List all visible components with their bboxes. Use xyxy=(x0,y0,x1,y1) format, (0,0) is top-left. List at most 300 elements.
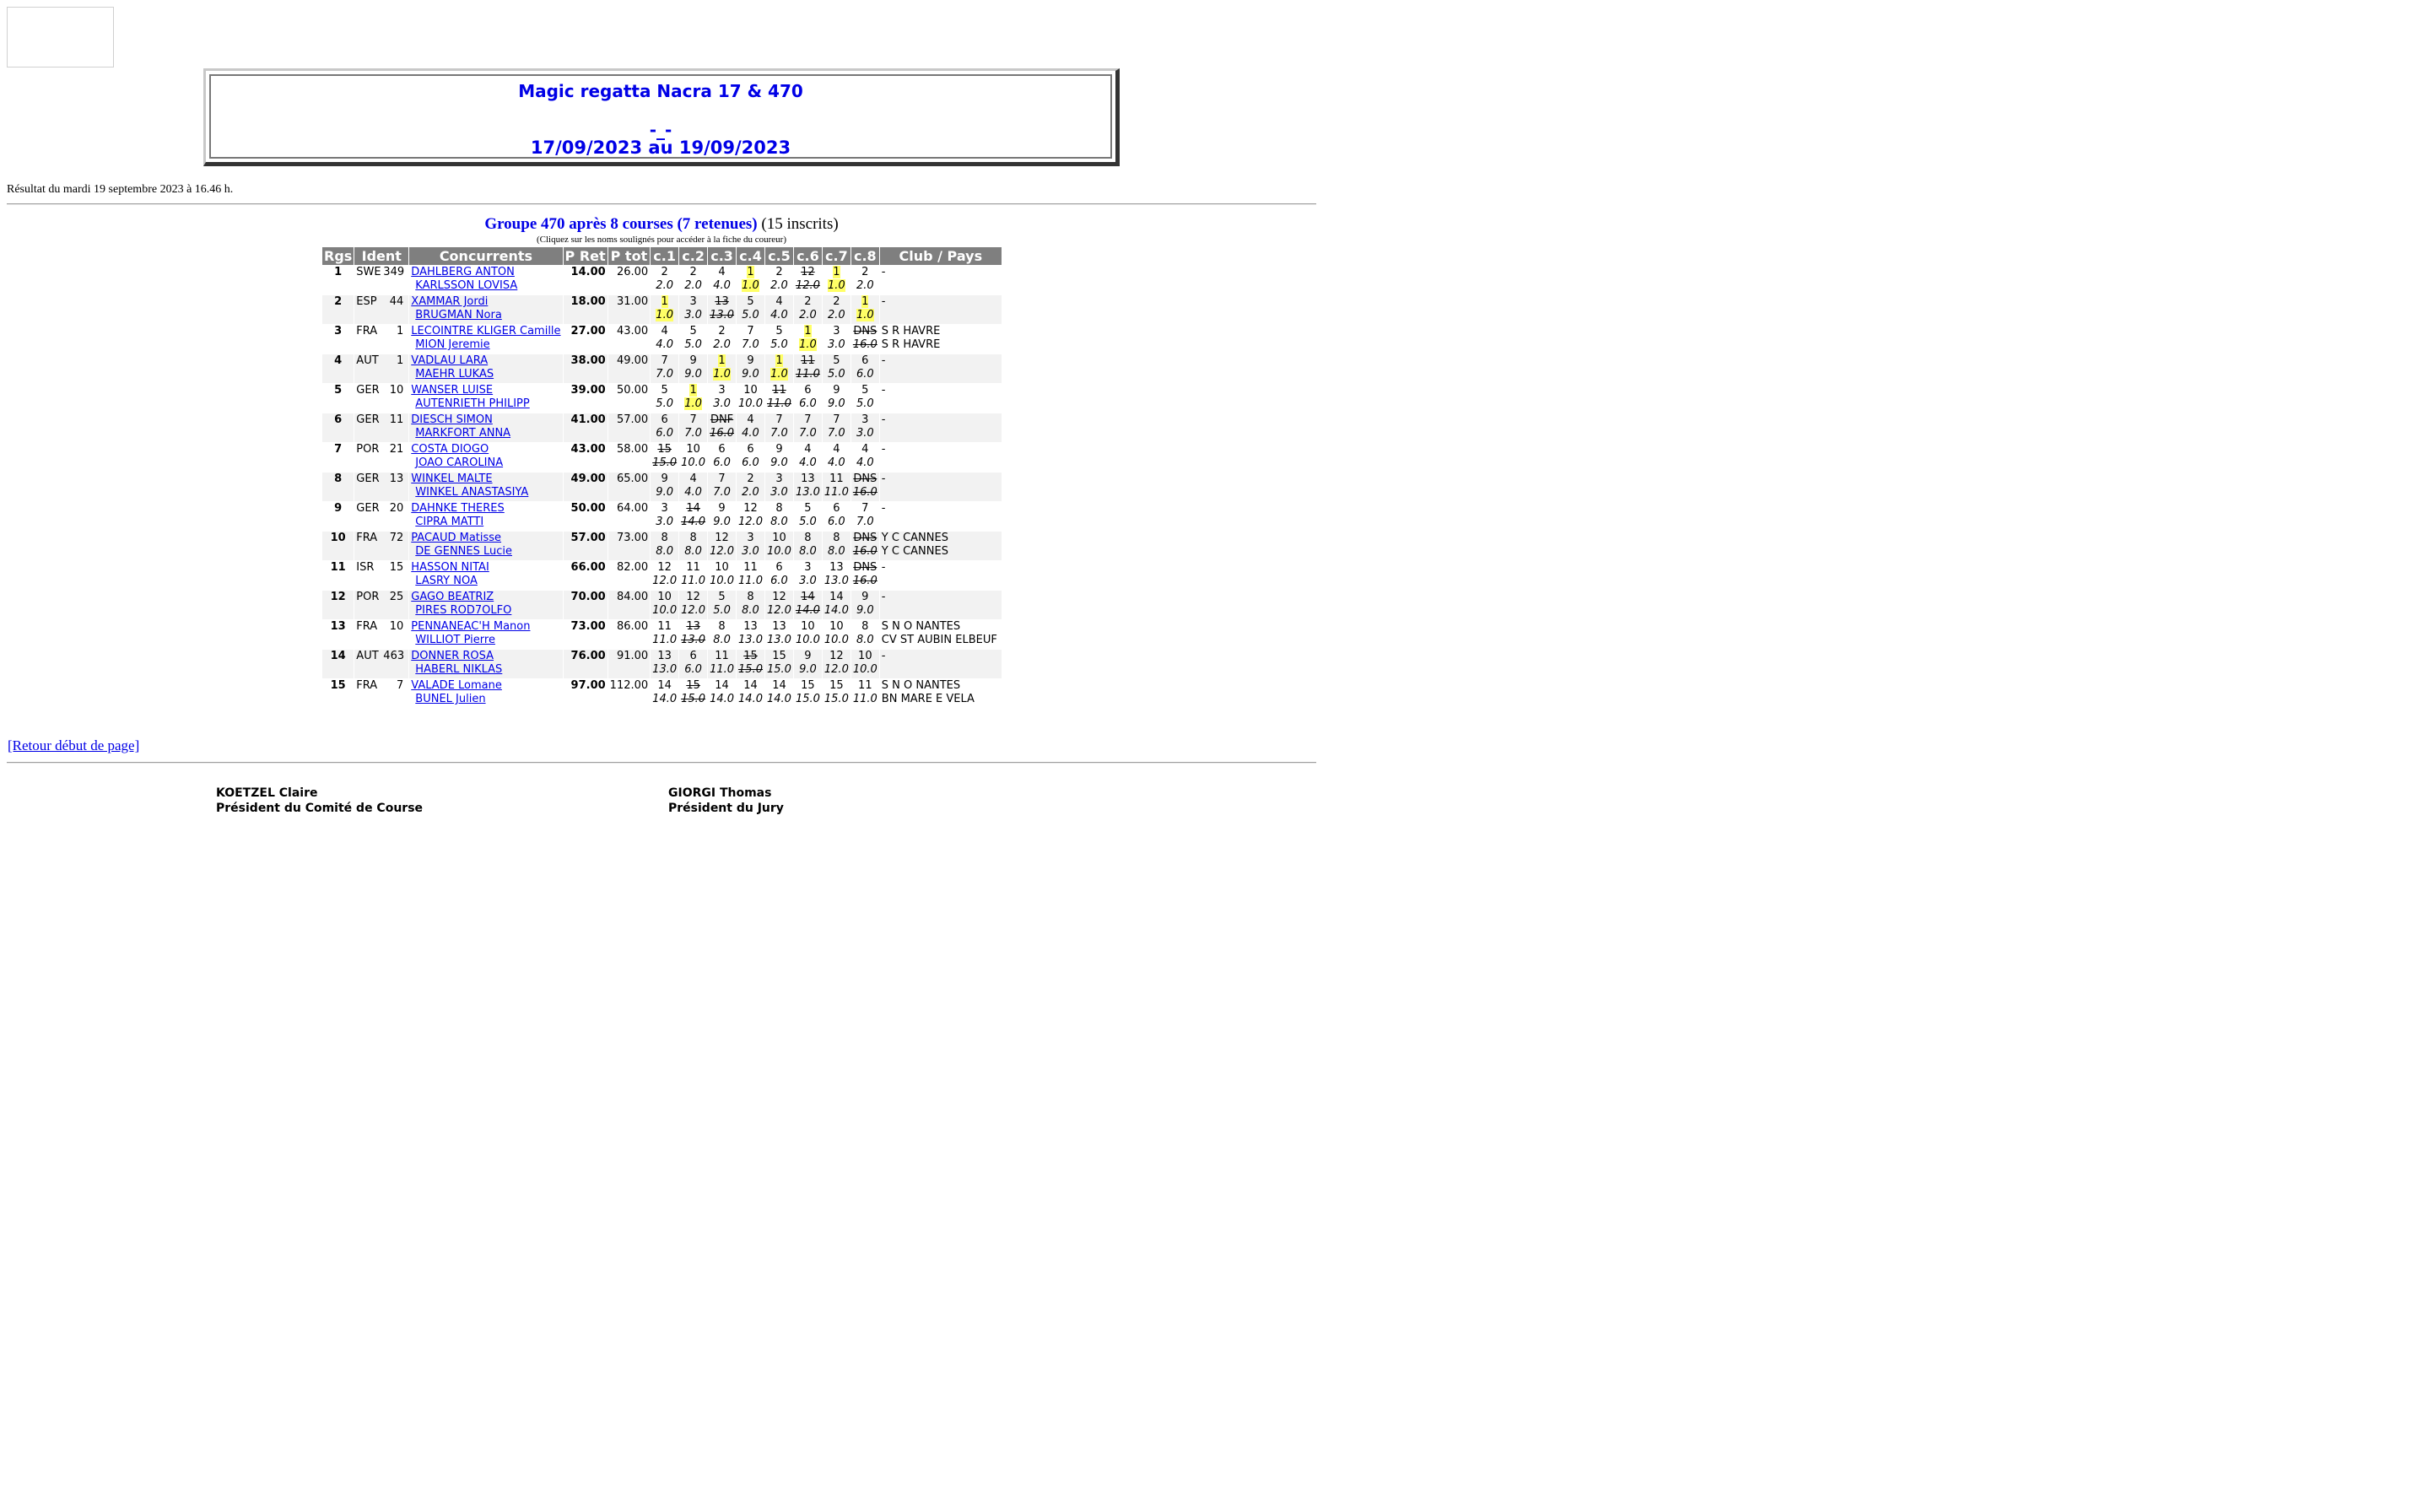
helm-name-link[interactable]: PACAUD Matisse xyxy=(411,532,502,544)
race-cell xyxy=(679,413,707,442)
race-cell xyxy=(823,532,850,560)
race-cell xyxy=(708,650,736,678)
net-points-cell: 57.00 xyxy=(564,532,608,560)
club-crew: - xyxy=(881,413,886,426)
race-cell xyxy=(679,591,707,619)
race-points: 11.0 xyxy=(738,575,763,587)
net-points-cell: 49.00 xyxy=(564,472,608,501)
race-cell xyxy=(737,295,764,324)
crew-name-link[interactable]: PIRES ROD7OLFO xyxy=(415,604,512,617)
signature-role: Président du Jury xyxy=(668,802,784,815)
race-points: 3.0 xyxy=(684,309,702,321)
race-cell xyxy=(679,354,707,383)
race-cell xyxy=(651,413,678,442)
race-place: 3 xyxy=(861,413,869,426)
race-cell xyxy=(794,532,822,560)
net-points-cell: 41.00 xyxy=(564,413,608,442)
helm-name-link[interactable]: VADLAU LARA xyxy=(411,354,489,367)
ident-cell xyxy=(354,413,408,442)
helm-name-link[interactable]: LECOINTRE KLIGER Camille xyxy=(411,325,561,338)
race-points: 8.0 xyxy=(742,604,759,617)
total-points-cell: 58.00 xyxy=(616,443,649,456)
race-cell xyxy=(765,650,793,678)
race-points: 6.0 xyxy=(713,456,731,469)
race-points: 2.0 xyxy=(713,338,731,351)
race-place: 6 xyxy=(689,650,697,662)
race-cell xyxy=(708,325,736,354)
helm-name-link[interactable]: XAMMAR Jordi xyxy=(411,295,489,308)
table-row xyxy=(322,354,1002,383)
race-cell xyxy=(765,591,793,619)
race-cell xyxy=(708,384,736,413)
crew-name-link[interactable]: KARLSSON LOVISA xyxy=(415,279,518,292)
race-place: 3 xyxy=(775,472,783,485)
sail-number: 10 xyxy=(389,620,404,633)
race-points: 3.0 xyxy=(742,545,759,558)
race-points: 6.0 xyxy=(799,397,817,410)
race-place: 7 xyxy=(661,354,668,367)
net-points-cell: 27.00 xyxy=(570,325,606,338)
sail-number: 15 xyxy=(389,561,404,574)
sail-number: 10 xyxy=(389,384,404,397)
signature-role: Président du Comité de Course xyxy=(216,802,424,815)
race-points: 14.0 xyxy=(710,693,735,705)
race-cell xyxy=(651,472,678,501)
crew-name-link[interactable]: AUTENRIETH PHILIPP xyxy=(415,397,530,410)
race-cell xyxy=(679,443,707,472)
ident-cell xyxy=(354,384,408,413)
race-place: 9 xyxy=(861,591,869,603)
race-place: 6 xyxy=(747,443,754,456)
race-cell xyxy=(794,325,822,354)
race-cell xyxy=(679,295,707,324)
race-cell xyxy=(679,532,707,560)
helm-name-link[interactable]: PENNANEAC'H Manon xyxy=(411,620,531,633)
race-points: 4.0 xyxy=(656,338,673,351)
race-place: 13 xyxy=(829,561,844,574)
race-cell xyxy=(794,679,822,708)
sail-number: 20 xyxy=(389,502,404,515)
race-place: 5 xyxy=(804,502,812,515)
sail-number: 72 xyxy=(389,532,404,544)
crew-name-link[interactable]: BUNEL Julien xyxy=(415,693,486,705)
race-points: 10.0 xyxy=(738,397,763,410)
race-cell xyxy=(708,532,736,560)
race-cell xyxy=(679,561,707,590)
race-place: 8 xyxy=(804,532,812,544)
race-place: 2 xyxy=(689,266,697,278)
rank-cell: 6 xyxy=(322,413,354,442)
column-header: Club / Pays xyxy=(880,247,1002,265)
helm-name-link[interactable]: GAGO BEATRIZ xyxy=(411,591,494,603)
race-place: 15 xyxy=(743,650,758,662)
race-points: 5.0 xyxy=(799,516,817,528)
race-points: 5.0 xyxy=(684,338,702,351)
race-place: 10 xyxy=(858,650,872,662)
total-points-cell: 57.00 xyxy=(608,413,651,442)
nation-code: GER xyxy=(356,384,380,397)
rank-cell: 15 xyxy=(330,679,346,692)
club-cell xyxy=(880,620,1002,649)
race-place: 10 xyxy=(715,561,729,574)
race-points: 2.0 xyxy=(742,486,759,499)
competitors-cell xyxy=(409,620,562,649)
race-points: 2.0 xyxy=(656,279,673,292)
race-points: 5.0 xyxy=(713,604,731,617)
race-cell xyxy=(679,502,707,531)
race-cell xyxy=(679,620,707,649)
club-crew: - xyxy=(881,650,886,662)
race-cell xyxy=(737,502,764,531)
race-cell xyxy=(765,413,793,442)
table-row xyxy=(322,591,1002,619)
rank-cell: 11 xyxy=(330,561,346,574)
race-place: 7 xyxy=(804,413,812,426)
race-place: 1 xyxy=(861,295,869,308)
race-points: 15.0 xyxy=(738,663,763,676)
race-points: 1.0 xyxy=(856,309,874,321)
race-points: 14.0 xyxy=(766,693,791,705)
group-title-main: Groupe 470 après 8 courses (7 retenues) xyxy=(484,215,758,233)
race-place: 10 xyxy=(829,620,844,633)
club-crew: Y C CANNES xyxy=(881,545,948,558)
column-header: c.2 xyxy=(679,247,707,265)
race-points: 16.0 xyxy=(710,427,735,440)
race-place: 10 xyxy=(772,532,786,544)
race-points: 15.0 xyxy=(795,693,820,705)
race-place: 10 xyxy=(743,384,758,397)
race-cell xyxy=(765,620,793,649)
helm-name-link[interactable]: HASSON NITAI xyxy=(411,561,489,574)
race-place: 14 xyxy=(715,679,729,692)
race-place: 12 xyxy=(715,532,729,544)
net-points-cell: 50.00 xyxy=(570,502,606,515)
club-crew: - xyxy=(881,591,886,603)
column-header: c.6 xyxy=(794,247,822,265)
table-row xyxy=(322,413,1002,442)
total-points-cell: 31.00 xyxy=(608,295,651,324)
helm-name-link[interactable]: WINKEL MALTE xyxy=(411,472,493,485)
race-points: 9.0 xyxy=(770,456,788,469)
club-cell xyxy=(880,502,1002,531)
sail-number: 7 xyxy=(397,679,404,692)
helm-name-link[interactable]: VALADE Lomane xyxy=(411,679,502,692)
race-place: 2 xyxy=(804,295,812,308)
divider-bottom xyxy=(7,762,1316,764)
race-cell xyxy=(651,532,678,560)
race-cell xyxy=(679,650,707,678)
total-points-cell: 73.00 xyxy=(608,532,651,560)
helm-name-link[interactable]: DAHNKE THERES xyxy=(411,502,505,515)
race-cell xyxy=(765,532,793,560)
nation-code: FRA xyxy=(356,325,378,338)
race-points: 4.0 xyxy=(713,279,731,292)
club-crew: - xyxy=(881,472,886,485)
rank-cell: 1 xyxy=(334,266,343,278)
race-place: 3 xyxy=(804,561,812,574)
race-points: 7.0 xyxy=(856,516,874,528)
crew-name-link[interactable]: LASRY NOA xyxy=(415,575,478,587)
race-cell xyxy=(765,561,793,590)
race-cell xyxy=(851,591,879,619)
table-row xyxy=(322,502,1002,531)
race-cell xyxy=(708,413,736,442)
race-points: 9.0 xyxy=(856,604,874,617)
race-place: 1 xyxy=(689,384,697,397)
race-place: 4 xyxy=(718,266,726,278)
race-place: DNF xyxy=(710,413,734,426)
crew-name-link[interactable]: CIPRA MATTI xyxy=(415,516,484,528)
signature-name: KOETZEL Claire xyxy=(216,786,318,800)
club-cell xyxy=(880,532,1002,560)
crew-name-link[interactable]: MION Jeremie xyxy=(415,338,490,351)
club-crew: CV ST AUBIN ELBEUF xyxy=(881,634,997,646)
race-place: 4 xyxy=(747,413,754,426)
total-points-cell: 84.00 xyxy=(608,591,651,619)
helm-name-link[interactable]: COSTA DIOGO xyxy=(411,443,489,456)
race-place: 2 xyxy=(775,266,783,278)
race-place: 3 xyxy=(747,532,754,544)
race-points: 14.0 xyxy=(795,604,820,617)
competitors-cell xyxy=(409,561,562,590)
race-cell xyxy=(651,443,678,472)
race-cell xyxy=(794,266,822,294)
net-points-cell: 97.00 xyxy=(570,679,606,692)
race-points: 7.0 xyxy=(828,427,845,440)
competitors-cell xyxy=(409,679,562,708)
back-to-top-link[interactable]: [Retour début de page] xyxy=(8,737,140,753)
race-cell xyxy=(823,325,850,354)
group-note: (Cliquez sur les noms soulignés pour accéder à la fiche du coureur) xyxy=(537,235,786,245)
club-cell xyxy=(880,561,1002,590)
race-place: 2 xyxy=(833,295,840,308)
race-points: 6.0 xyxy=(684,663,702,676)
club-crew: - xyxy=(881,354,886,367)
race-points: 14.0 xyxy=(652,693,678,705)
race-place: 1 xyxy=(833,266,840,278)
race-place: 8 xyxy=(718,620,726,633)
race-cell xyxy=(651,266,678,294)
total-points-cell: 49.00 xyxy=(608,354,651,383)
race-points: 8.0 xyxy=(828,545,845,558)
race-cell xyxy=(794,295,822,324)
race-cell xyxy=(737,591,764,619)
race-place: 8 xyxy=(661,532,668,544)
race-place: 3 xyxy=(718,384,726,397)
crew-name-link[interactable]: MAEHR LUKAS xyxy=(415,368,494,381)
club-crew: - xyxy=(881,502,886,515)
race-place: 6 xyxy=(718,443,726,456)
race-points: 16.0 xyxy=(852,486,878,499)
club-cell xyxy=(880,443,1002,472)
race-place: 4 xyxy=(689,472,697,485)
race-place: DNS xyxy=(853,532,878,544)
race-place: 14 xyxy=(743,679,758,692)
competitors-cell xyxy=(409,650,562,678)
ident-cell xyxy=(354,325,408,354)
total-points-cell: 64.00 xyxy=(616,502,649,515)
race-points: 13.0 xyxy=(681,634,706,646)
sail-number: 25 xyxy=(389,591,404,603)
ident-cell xyxy=(354,650,408,678)
table-row xyxy=(322,384,1002,413)
race-cell xyxy=(765,266,793,294)
race-cell xyxy=(737,532,764,560)
race-cell xyxy=(765,354,793,383)
column-header: Ident xyxy=(354,247,408,265)
race-place: 9 xyxy=(689,354,697,367)
race-points: 12.0 xyxy=(681,604,706,617)
race-place: 13 xyxy=(715,295,729,308)
club-crew: - xyxy=(881,561,886,574)
race-cell xyxy=(651,591,678,619)
nation-code: GER xyxy=(356,413,380,426)
helm-name-link[interactable]: DIESCH SIMON xyxy=(411,413,493,426)
race-place: 15 xyxy=(801,679,815,692)
competitors-cell xyxy=(409,472,562,501)
event-dates: 17/09/2023 au 19/09/2023 xyxy=(530,138,791,158)
race-points: 3.0 xyxy=(713,397,731,410)
race-cell xyxy=(708,295,736,324)
column-header: c.3 xyxy=(708,247,736,265)
helm-name-link[interactable]: DONNER ROSA xyxy=(411,650,494,662)
ident-cell xyxy=(354,472,408,501)
event-title: Magic regatta Nacra 17 & 470 xyxy=(518,81,803,101)
divider-top xyxy=(7,203,1316,205)
club-helm: Y C CANNES xyxy=(881,532,948,544)
table-row xyxy=(322,679,1002,708)
crew-name-link[interactable]: JOAO CAROLINA xyxy=(415,456,504,469)
crew-name-link[interactable]: BRUGMAN Nora xyxy=(415,309,502,321)
crew-name-link[interactable]: HABERL NIKLAS xyxy=(415,663,503,676)
race-cell xyxy=(851,443,879,472)
race-place: 11 xyxy=(772,384,786,397)
race-cell xyxy=(851,384,879,413)
ident-cell xyxy=(354,502,408,531)
total-points-cell: 43.00 xyxy=(616,325,649,338)
race-points: 13.0 xyxy=(795,486,820,499)
race-place: 12 xyxy=(829,650,844,662)
race-cell xyxy=(851,472,879,501)
race-cell xyxy=(679,325,707,354)
race-place: 7 xyxy=(833,413,840,426)
race-place: 11 xyxy=(657,620,672,633)
race-cell xyxy=(794,650,822,678)
results-body xyxy=(322,266,1002,708)
race-place: 15 xyxy=(686,679,700,692)
table-row xyxy=(322,620,1002,649)
results-header-row xyxy=(322,247,1002,265)
column-header: Concurrents xyxy=(409,247,562,265)
race-points: 11.0 xyxy=(652,634,678,646)
race-cell xyxy=(708,502,736,531)
race-points: 10.0 xyxy=(681,456,706,469)
logo-placeholder xyxy=(7,7,114,68)
race-points: 1.0 xyxy=(713,368,731,381)
competitors-cell xyxy=(409,443,562,472)
race-cell xyxy=(794,413,822,442)
race-points: 2.0 xyxy=(828,309,845,321)
crew-name-link[interactable]: WILLIOT Pierre xyxy=(415,634,495,646)
race-place: 15 xyxy=(829,679,844,692)
race-place: 7 xyxy=(775,413,783,426)
event-title-box xyxy=(209,74,1112,159)
race-place: 6 xyxy=(833,502,840,515)
nation-code: AUT xyxy=(356,354,379,367)
race-points: 7.0 xyxy=(713,486,731,499)
race-cell xyxy=(823,650,850,678)
race-place: 5 xyxy=(661,384,668,397)
race-points: 2.0 xyxy=(684,279,702,292)
net-points-cell: 18.00 xyxy=(564,295,608,324)
race-place: 13 xyxy=(686,620,700,633)
race-place: 15 xyxy=(772,650,786,662)
race-place: 11 xyxy=(743,561,758,574)
race-place: 8 xyxy=(775,502,783,515)
rank-cell: 12 xyxy=(322,591,354,619)
race-cell xyxy=(823,384,850,413)
nation-code: FRA xyxy=(356,620,378,633)
net-points-cell: 76.00 xyxy=(564,650,608,678)
race-cell xyxy=(823,354,850,383)
race-points: 10.0 xyxy=(652,604,678,617)
helm-name-link[interactable]: WANSER LUISE xyxy=(411,384,494,397)
club-cell xyxy=(880,413,1002,442)
nation-code: FRA xyxy=(356,532,378,544)
club-cell xyxy=(880,266,1002,294)
race-place: 8 xyxy=(689,532,697,544)
race-place: 11 xyxy=(715,650,729,662)
race-cell xyxy=(651,295,678,324)
total-points-cell: 50.00 xyxy=(616,384,649,397)
ident-cell xyxy=(354,443,408,472)
results-table xyxy=(321,246,1002,709)
helm-name-link[interactable]: DAHLBERG ANTON xyxy=(411,266,515,278)
crew-name-link[interactable]: MARKFORT ANNA xyxy=(415,427,511,440)
ident-cell xyxy=(354,295,408,324)
group-title-count: (15 inscrits) xyxy=(757,215,839,233)
race-place: 15 xyxy=(657,443,672,456)
race-points: 11.0 xyxy=(681,575,706,587)
race-points: 14.0 xyxy=(824,604,849,617)
nation-code: SWE xyxy=(356,266,381,278)
rank-cell: 10 xyxy=(322,532,354,560)
race-cell xyxy=(708,472,736,501)
club-cell xyxy=(880,384,1002,413)
column-header: c.7 xyxy=(823,247,850,265)
race-points: 10.0 xyxy=(824,634,849,646)
race-place: 7 xyxy=(689,413,697,426)
race-cell xyxy=(737,679,764,708)
race-cell xyxy=(823,413,850,442)
race-points: 2.0 xyxy=(856,279,874,292)
race-place: 7 xyxy=(718,472,726,485)
race-points: 15.0 xyxy=(766,663,791,676)
sail-number: 44 xyxy=(389,295,404,308)
race-place: 12 xyxy=(743,502,758,515)
crew-name-link[interactable]: DE GENNES Lucie xyxy=(415,545,512,558)
race-cell xyxy=(765,472,793,501)
race-place: 12 xyxy=(801,266,815,278)
group-title xyxy=(0,215,1323,234)
race-points: 15.0 xyxy=(681,693,706,705)
total-points-cell: 86.00 xyxy=(616,620,649,633)
race-points: 5.0 xyxy=(856,397,874,410)
club-helm: S R HAVRE xyxy=(881,325,941,338)
race-place: 3 xyxy=(689,295,697,308)
crew-name-link[interactable]: WINKEL ANASTASIYA xyxy=(415,486,529,499)
ident-cell xyxy=(354,266,408,294)
